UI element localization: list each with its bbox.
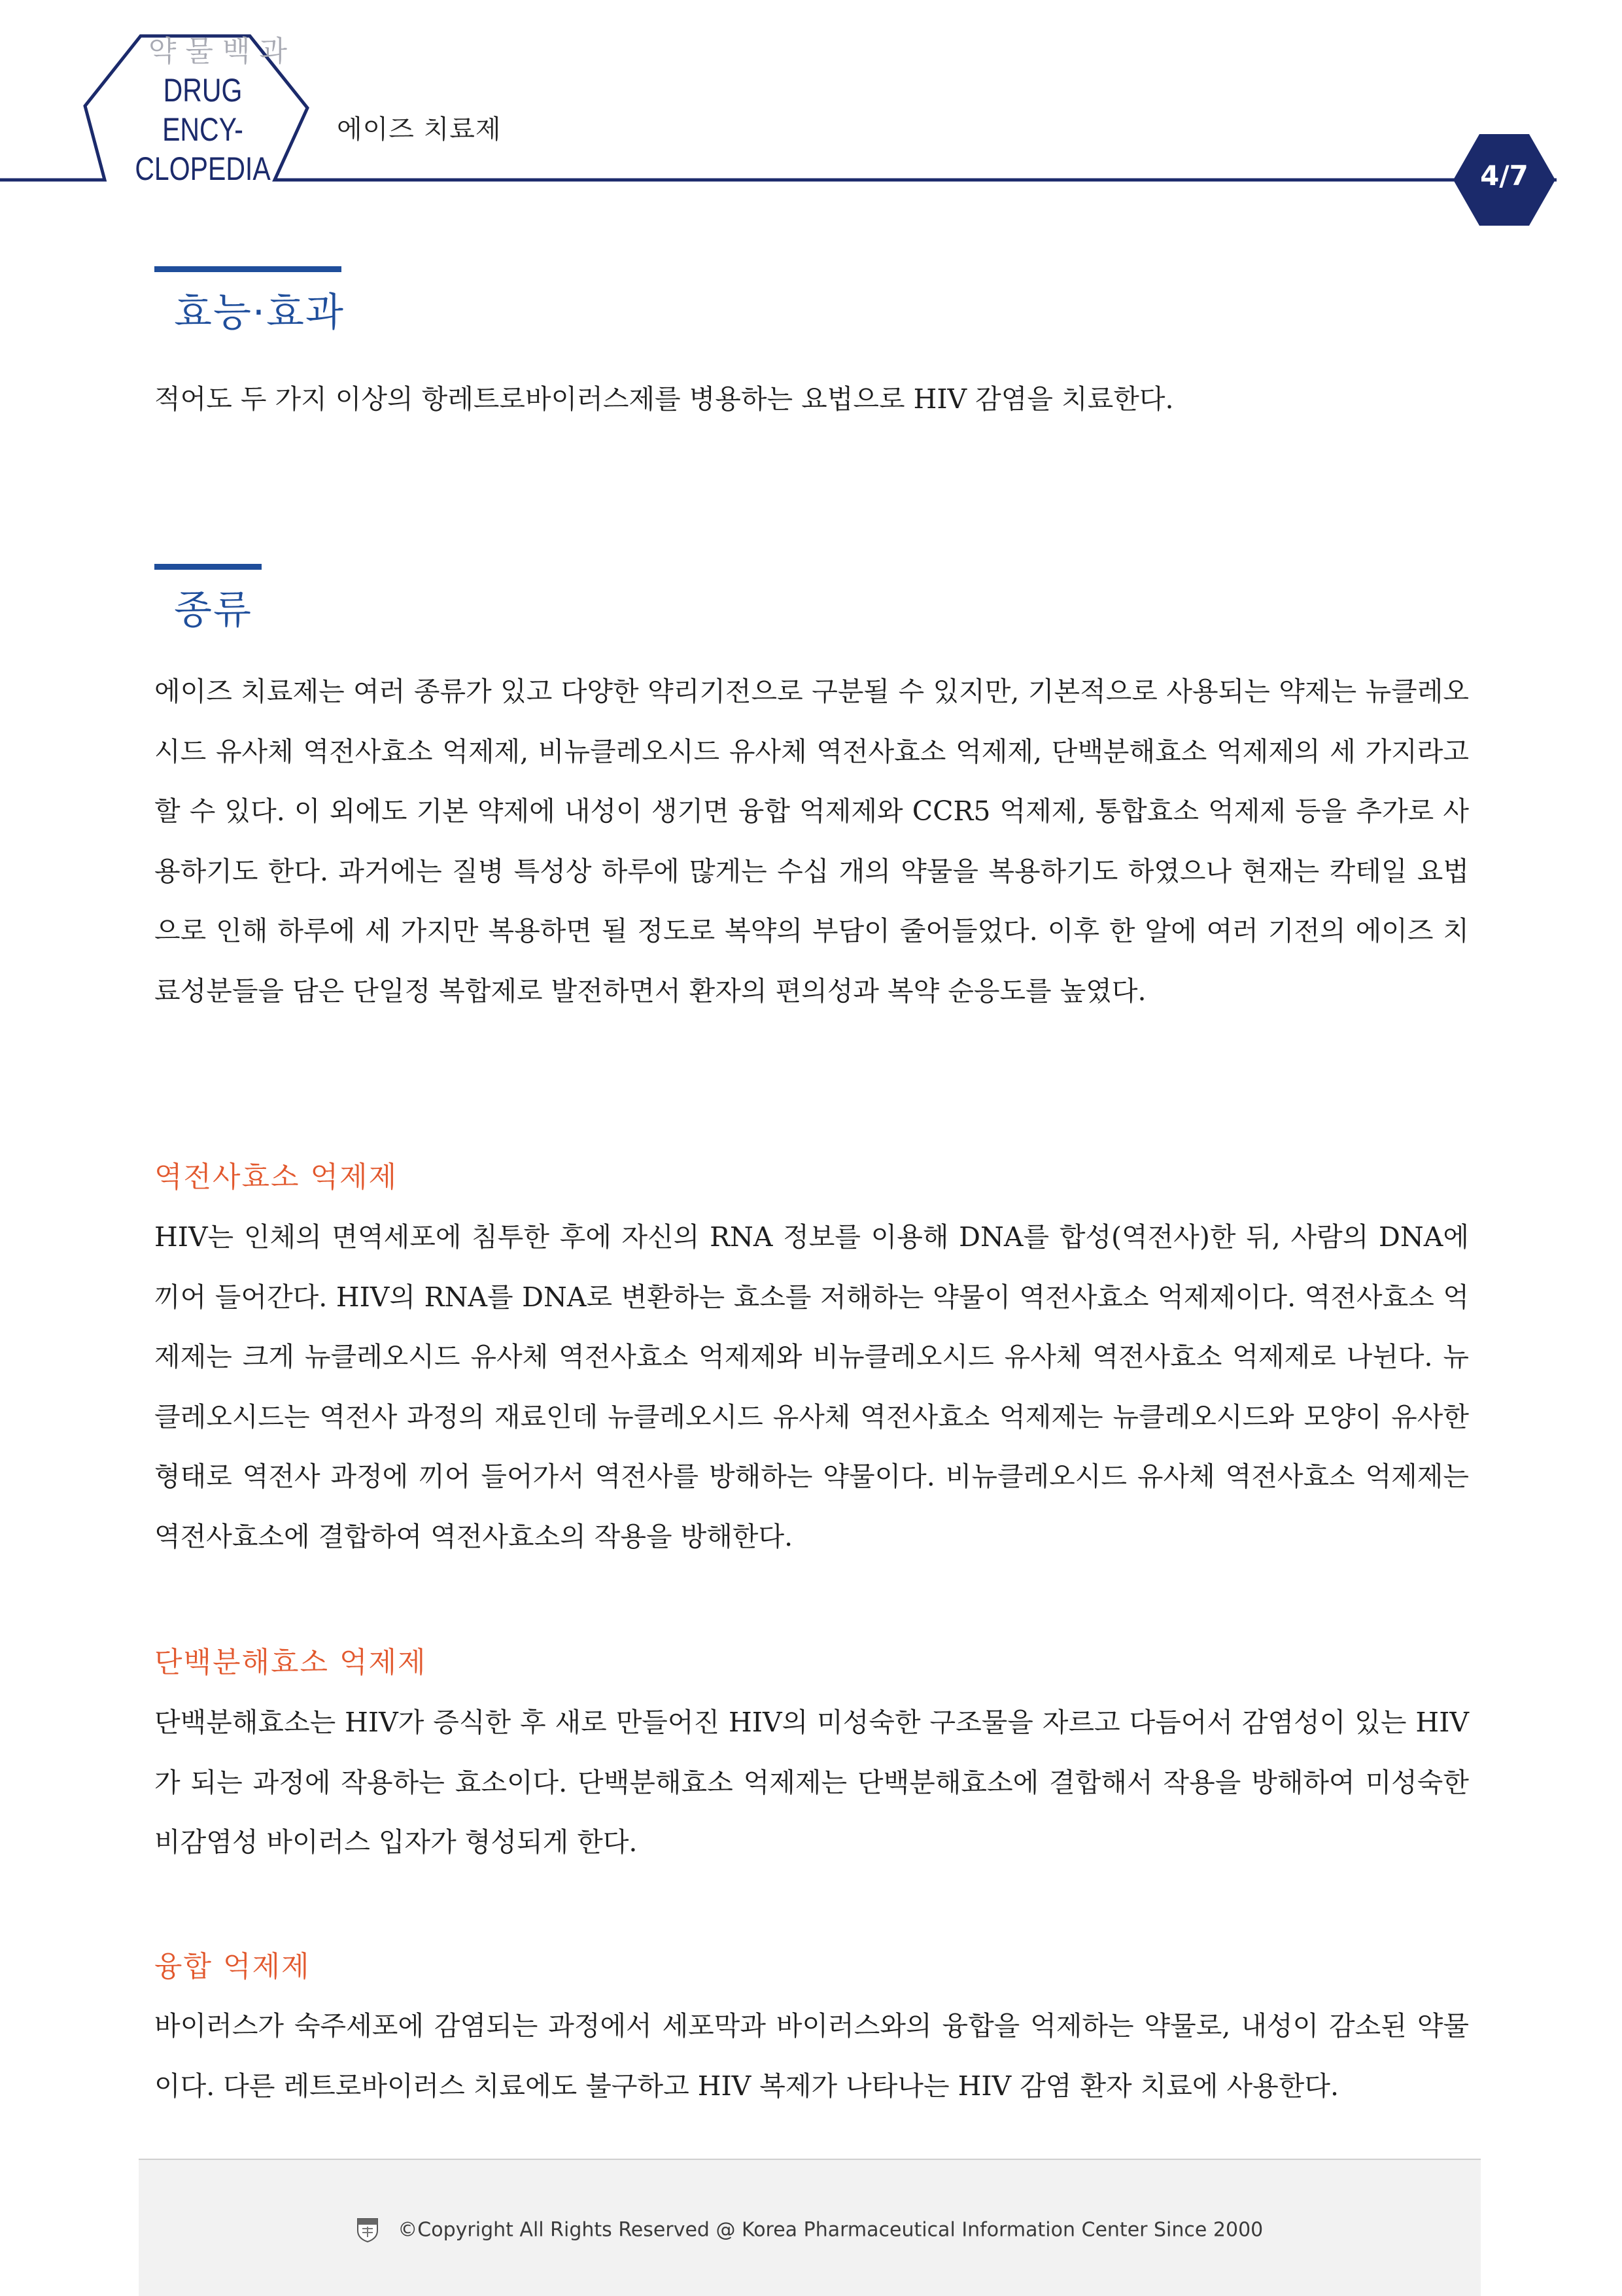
efficacy-paragraph: 적어도 두 가지 이상의 항레트로바이러스제를 병용하는 요법으로 HIV 감염을 치료한다. bbox=[154, 383, 1174, 415]
footer-copyright-row bbox=[139, 2218, 1481, 2242]
logo-english bbox=[128, 71, 278, 188]
protease-paragraph: 단백분해효소는 HIV가 증식한 후 새로 만들어진 HIV의 미성숙한 구조물을 자르고 다듬어서 감염성이 있는 HIV가 되는 과정에 작용하는 효소이다. 단백분해효소 억제제는 단백분해효소에 결합해서 작용을 방해하여 미성숙한 비감염성 바이러스 입자가 형성되게 한다. bbox=[154, 1707, 1469, 1858]
subheading-reverse-transcriptase-inhibitor: 역전사효소 억제제 bbox=[154, 1160, 398, 1194]
types-paragraph: 에이즈 치료제는 여러 종류가 있고 다양한 약리기전으로 구분될 수 있지만, 기본적으로 사용되는 약제는 뉴클레오시드 유사체 역전사효소 억제제, 비뉴클레오시드 유사체 역전사효소 억제제, 단백분해효소 억제제의 세 가지라고 할 수 있다. 이 외에도 기본 약제에 내성이 생기면 융합 억제제와 CCR5 억제제, 통합효소 억제제 등을 추가로 사용하기도 한다. 과거에는 질병 특성상 하루에 많게는 수십 개의 약물을 복용하기도 하였으나 현재는 칵테일 요법으로 인해 하루에 세 가지만 복용하면 될 정도로 복약의 부담이 줄어들었다. 이후 한 알에 여러 기전의 에이즈 치료성분들을 담은 단일정 복합제로 발전하면서 환자의 편의성과 복약 순응도를 높였다. bbox=[154, 676, 1469, 1007]
page-header bbox=[0, 0, 1622, 235]
subheading-protease-inhibitor: 단백분해효소 억제제 bbox=[154, 1646, 427, 1679]
page-indicator: 4/7 bbox=[1480, 160, 1528, 192]
logo-korean: 약물백과 bbox=[148, 35, 296, 68]
section-title-bar bbox=[154, 564, 262, 570]
shield-emblem-icon bbox=[356, 2218, 379, 2242]
section-title-efficacy: 효능·효과 bbox=[174, 290, 345, 336]
subheading-fusion-inhibitor: 융합 억제제 bbox=[154, 1950, 311, 1983]
section-title-types: 종류 bbox=[174, 587, 252, 633]
page-footer bbox=[139, 2159, 1481, 2296]
document-title: 에이즈 치료제 bbox=[337, 114, 502, 145]
fusion-paragraph: 바이러스가 숙주세포에 감염되는 과정에서 세포막과 바이러스와의 융합을 억제하는 약물로, 내성이 감소된 약물이다. 다른 레트로바이러스 치료에도 불구하고 HIV 복제가 나타나는 HIV 감염 환자 치료에 사용한다. bbox=[154, 2010, 1469, 2102]
logo-english-line2: CLOPEDIA bbox=[135, 150, 271, 187]
copyright-text: ©Copyright All Rights Reserved @ Korea Pharmaceutical Information Center Since 2000 bbox=[398, 2218, 1264, 2242]
reverse-transcriptase-paragraph: HIV는 인체의 면역세포에 침투한 후에 자신의 RNA 정보를 이용해 DNA를 합성(역전사)한 뒤, 사람의 DNA에 끼어 들어간다. HIV의 RNA를 DNA로 변환하는 효소를 저해하는 약물이 역전사효소 억제제이다. 역전사효소 억제제는 크게 뉴클레오시드 유사체 역전사효소 억제제와 비뉴클레오시드 유사체 역전사효소 억제제로 나뉜다. 뉴클레오시드는 역전사 과정의 재료인데 뉴클레오시드 유사체 역전사효소 억제제는 뉴클레오시드와 모양이 유사한 형태로 역전사 과정에 끼어 들어가서 역전사를 방해하는 약물이다. 비뉴클레오시드 유사체 역전사효소 억제제는 역전사효소에 결합하여 역전사효소의 작용을 방해한다. bbox=[154, 1221, 1469, 1552]
section-title-bar bbox=[154, 266, 341, 272]
logo-english-line1: DRUG ENCY- bbox=[162, 72, 243, 148]
